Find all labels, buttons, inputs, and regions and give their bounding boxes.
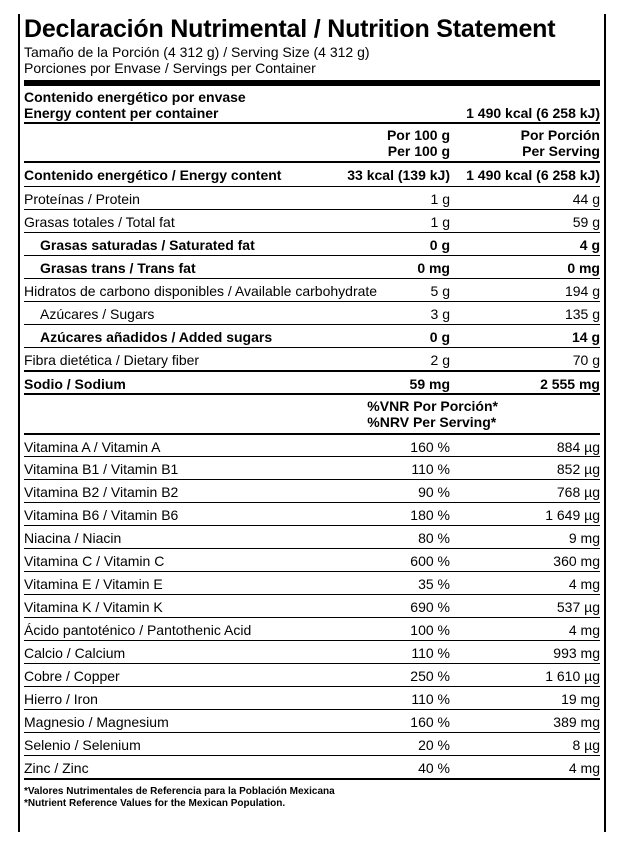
- vitamin-label: Vitamina B2 / Vitamin B2: [24, 484, 179, 500]
- nutrient-row-carbohydrate: [24, 278, 600, 301]
- col-portion-header: [521, 127, 600, 159]
- vitamin-label: Cobre / Copper: [24, 668, 120, 684]
- vitamin-pct: 600 %: [410, 553, 450, 569]
- nutrient-per100: 2 g: [430, 352, 450, 368]
- vitamin-pct: 40 %: [418, 760, 450, 776]
- vitamin-row: [24, 571, 600, 594]
- vitamin-amount: 4 mg: [568, 760, 600, 776]
- energy-container-value: 1 490 kcal (6 258 kJ): [466, 105, 600, 121]
- vitamin-pct: 100 %: [410, 622, 450, 638]
- nutrient-per100: 0 g: [429, 237, 450, 253]
- energy-container-block: [24, 86, 600, 122]
- nutrient-row-protein: [24, 186, 600, 209]
- vitamin-label: Selenio / Selenium: [24, 737, 141, 753]
- vitamin-label: Zinc / Zinc: [24, 760, 89, 776]
- vitamin-row: [24, 479, 600, 502]
- nutrient-per-serving: 135 g: [564, 306, 600, 322]
- vitamin-pct: 180 %: [410, 507, 450, 523]
- nutrition-panel: [18, 14, 606, 832]
- vitamin-label: Vitamina E / Vitamin E: [24, 576, 163, 592]
- nutrient-per100: 1 g: [430, 214, 450, 230]
- vitamin-pct: 160 %: [410, 439, 450, 455]
- nutrient-per-serving: 4 g: [579, 237, 600, 253]
- vitamin-row: [24, 686, 600, 709]
- vitamin-label: Vitamina C / Vitamin C: [24, 553, 165, 569]
- nutrient-per100: 5 g: [430, 283, 450, 299]
- vitamin-pct: 110 %: [411, 691, 450, 707]
- vitamin-amount: 537 µg: [556, 599, 600, 615]
- footnote-es: *Valores Nutrimentales de Referencia para la Población Mexicana: [24, 786, 335, 797]
- vitamin-row: [24, 755, 600, 778]
- nutrient-label: Azúcares / Sugars: [40, 306, 155, 322]
- vitamin-pct: 110 %: [411, 461, 450, 477]
- footnote: [24, 786, 600, 810]
- vitamin-row: [24, 502, 600, 525]
- vitamin-row: [24, 525, 600, 548]
- vitamin-amount: 852 µg: [556, 461, 600, 477]
- vnr-header: [24, 395, 600, 433]
- nutrient-row-energy: [24, 163, 600, 186]
- nutrient-label: Proteínas / Protein: [24, 191, 140, 207]
- vitamin-label: Calcio / Calcium: [24, 645, 126, 661]
- nutrient-row-total-fat: [24, 209, 600, 232]
- nutrient-per-serving: 0 mg: [567, 260, 600, 276]
- vitamin-label: Magnesio / Magnesium: [24, 714, 169, 730]
- vitamin-row: [24, 732, 600, 755]
- vitamin-row: [24, 663, 600, 686]
- col-100g-en: Per 100 g: [387, 143, 450, 159]
- vitamin-pct: 20 %: [418, 737, 450, 753]
- nutrient-per100: 1 g: [430, 191, 450, 207]
- vitamin-pct: 160 %: [410, 714, 450, 730]
- vitamin-label: Vitamina B6 / Vitamin B6: [24, 507, 179, 523]
- nutrient-label: Hidratos de carbono disponibles / Available carbohydrate: [24, 283, 378, 299]
- nutrient-row-fiber: [24, 347, 600, 370]
- vitamin-pct: 80 %: [418, 530, 450, 546]
- col-100g-header: [387, 127, 450, 159]
- vitamin-row: [24, 617, 600, 640]
- energy-container-label-es: Contenido energético por envase: [24, 89, 246, 105]
- nutrient-label: Contenido energético / Energy content: [24, 167, 282, 183]
- vitamin-label: Ácido pantoténico / Pantothenic Acid: [24, 622, 252, 638]
- nutrient-per-serving: 1 490 kcal (6 258 kJ): [466, 167, 600, 183]
- nutrient-per-serving: 44 g: [572, 191, 600, 207]
- vnr-header-es: %VNR Por Porción*: [367, 398, 498, 414]
- divider: [24, 778, 600, 780]
- nutrition-panel-inner: [24, 14, 600, 810]
- vitamin-row: [24, 548, 600, 571]
- nutrient-per-serving: 59 g: [572, 214, 600, 230]
- vitamin-row: [24, 456, 600, 479]
- vitamin-pct: 35 %: [418, 576, 450, 592]
- col-portion-es: Por Porción: [520, 127, 600, 143]
- footnote-en: *Nutrient Reference Values for the Mexican Population.: [24, 798, 286, 809]
- nutrient-per-serving: 194 g: [564, 283, 600, 299]
- servings-per-container: Porciones por Envase / Servings per Container: [24, 60, 316, 76]
- nutrient-label: Fibra dietética / Dietary fiber: [24, 352, 200, 368]
- vitamin-amount: 1 610 µg: [545, 668, 600, 684]
- col-100g-es: Por 100 g: [386, 127, 450, 143]
- nutrient-per100: 33 kcal (139 kJ): [347, 167, 450, 183]
- vitamin-label: Hierro / Iron: [24, 691, 98, 707]
- energy-container-label-en: Energy content per container: [24, 105, 219, 121]
- vitamin-row: [24, 640, 600, 663]
- nutrient-label: Sodio / Sodium: [24, 376, 126, 392]
- vnr-header-block: [367, 398, 498, 430]
- nutrient-row-trans-fat: [24, 255, 600, 278]
- nutrient-row-sodium: [24, 370, 600, 393]
- nutrient-label: Grasas trans / Trans fat: [40, 260, 196, 276]
- col-portion-en: Per Serving: [522, 143, 600, 159]
- vitamin-amount: 389 mg: [553, 714, 600, 730]
- nutrient-per100: 0 mg: [417, 260, 450, 276]
- vitamin-amount: 4 mg: [568, 576, 600, 592]
- vitamin-label: Vitamina A / Vitamin A: [24, 439, 161, 455]
- vitamin-amount: 360 mg: [553, 553, 600, 569]
- nutrient-label: Azúcares añadidos / Added sugars: [40, 329, 273, 345]
- panel-title: Declaración Nutrimental / Nutrition Statement: [24, 15, 556, 43]
- nutrient-per100: 3 g: [430, 306, 450, 322]
- vitamin-pct: 90 %: [418, 484, 450, 500]
- vitamin-amount: 768 µg: [556, 484, 600, 500]
- nutrient-label: Grasas saturadas / Saturated fat: [40, 237, 255, 253]
- vitamin-pct: 250 %: [410, 668, 450, 684]
- column-header: [24, 124, 600, 161]
- vitamin-amount: 993 mg: [553, 645, 600, 661]
- nutrient-per-serving: 70 g: [572, 352, 600, 368]
- vitamin-pct: 110 %: [411, 645, 450, 661]
- vitamin-pct: 690 %: [410, 599, 450, 615]
- vitamin-amount: 4 mg: [568, 622, 600, 638]
- vitamin-amount: 884 µg: [556, 439, 600, 455]
- vitamin-label: Vitamina K / Vitamin K: [24, 599, 163, 615]
- vnr-header-en: %NRV Per Serving*: [367, 414, 497, 430]
- serving-size: Tamaño de la Porción (4 312 g) / Serving Size (4 312 g): [24, 44, 370, 60]
- vitamin-label: Vitamina B1 / Vitamin B1: [24, 461, 179, 477]
- nutrient-row-saturated-fat: [24, 232, 600, 255]
- nutrient-per-serving: 14 g: [571, 329, 600, 345]
- nutrient-per-serving: 2 555 mg: [540, 376, 600, 392]
- nutrient-row-added-sugars: [24, 324, 600, 347]
- nutrient-per100: 0 g: [429, 329, 450, 345]
- nutrient-row-sugars: [24, 301, 600, 324]
- vitamin-amount: 8 µg: [572, 737, 600, 753]
- vitamin-label: Niacina / Niacin: [24, 530, 122, 546]
- vitamin-row: [24, 709, 600, 732]
- vitamin-amount: 19 mg: [561, 691, 600, 707]
- vitamin-amount: 9 mg: [568, 530, 600, 546]
- vitamin-amount: 1 649 µg: [545, 507, 600, 523]
- nutrient-per100: 59 mg: [409, 376, 450, 392]
- nutrient-label: Grasas totales / Total fat: [24, 214, 175, 230]
- vitamin-row: [24, 594, 600, 617]
- vitamin-row: [24, 433, 600, 456]
